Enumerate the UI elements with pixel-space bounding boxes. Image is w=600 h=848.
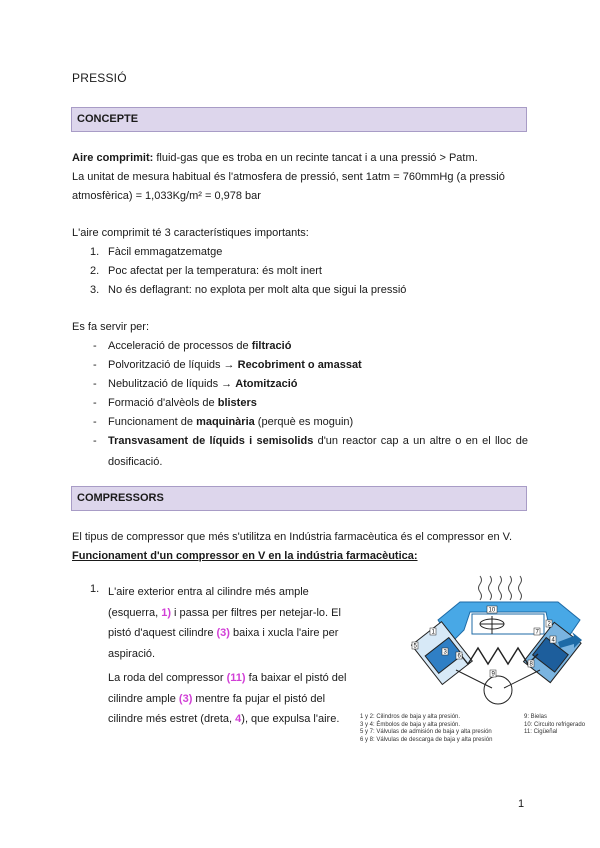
list-number: 1. — [90, 246, 100, 258]
crankshaft — [484, 676, 512, 704]
bullet-dash: - — [93, 397, 97, 409]
bullet-dash: - — [93, 435, 97, 447]
heat-waves-icon — [479, 576, 522, 600]
compressor-subtitle: Funcionament d'un compressor en V en la indústria farmacèutica: — [72, 550, 418, 562]
list-item: Poc afectat per la temperatura: és molt inert — [108, 265, 322, 277]
diagram-label: 7 — [535, 629, 539, 636]
step-number: 1. — [90, 583, 100, 595]
characteristics-intro: L'aire comprimit té 3 característiques importants: — [72, 227, 309, 239]
diagram-label: 8 — [529, 661, 533, 668]
diagram-label: 5 — [413, 643, 417, 650]
characteristics-list — [0, 245, 600, 305]
unit-line-2: atmosfèrica) = 1,033Kg/m² = 0,978 bar — [72, 190, 261, 202]
bullet-dash: - — [93, 378, 97, 390]
list-item: Funcionament de maquinària (perquè es moguin) — [108, 416, 354, 428]
diagram-label: 1 — [431, 629, 435, 636]
section-header-concepte: CONCEPTE — [71, 107, 527, 132]
bullet-dash: - — [93, 340, 97, 352]
page-number: 1 — [518, 798, 525, 810]
section-header-compressors: COMPRESSORS — [71, 486, 527, 511]
diagram-legend-right: 9: Bielas 10: Circuito refrigerado 11: Cigüeñal — [524, 714, 586, 735]
uses-list — [0, 339, 600, 474]
uses-intro: Es fa servir per: — [72, 321, 150, 333]
diagram-label: 4 — [551, 637, 555, 644]
diagram-label: 3 — [443, 649, 447, 656]
diagram-label: 10 — [488, 607, 496, 614]
list-item: Polvorització de líquids → Recobriment o amassat — [108, 359, 362, 371]
bullet-dash: - — [93, 359, 97, 371]
page-title: PRESSIÓ — [72, 71, 127, 85]
diagram-label: 9 — [491, 671, 495, 678]
list-number: 3. — [90, 284, 100, 296]
definition-text: fluid-gas que es troba en un recinte tancat i a una pressió > Patm. — [153, 152, 478, 164]
compressor-intro: El tipus de compressor que més s'utilitza en Indústria farmacèutica és el compressor en V. — [72, 531, 513, 543]
definition-term: Aire comprimit: — [72, 152, 154, 164]
diagram-legend-left: 1 y 2: Cilindros de baja y alta presión. 3 y 4: Émbolos de baja y alta presión. 5 y 7: Válvulas de admisión de baja y alta presión 6 y 8: Válvulas de descarga de baja y alta presión — [360, 714, 493, 743]
step-paragraph-2: La roda del compressor (11) fa baixar el pistó del cilindre ample (3) mentre fa pujar el pistó del cilindre més estret (dreta, 4), que expulsa l'aire. — [108, 672, 347, 725]
diagram-label: 2 — [547, 621, 551, 628]
connecting-rod — [504, 670, 540, 688]
list-item: No és deflagrant: no explota per molt alta que sigui la pressió — [108, 284, 407, 296]
list-item-continuation: dosificació. — [108, 456, 163, 468]
list-item: Acceleració de processos de filtració — [108, 340, 292, 352]
bullet-dash: - — [93, 416, 97, 428]
definition-line — [72, 151, 478, 165]
list-item: Transvasament de líquids i semisolids d'un reactor cap a un altre o en el lloc de — [108, 435, 528, 447]
step-paragraph-1: L'aire exterior entra al cilindre més ample (esquerra, 1) i passa per filtres per netejar-lo. El pistó d'aquest cilindre (3) baixa i xucla l'aire per aspiració. — [108, 586, 341, 660]
list-item: Formació d'alvèols de blisters — [108, 397, 257, 409]
unit-line-1: La unitat de mesura habitual és l'atmosfera de pressió, sent 1atm = 760mmHg (a pressió — [72, 171, 505, 183]
list-item: Fàcil emmagatzematge — [108, 246, 223, 258]
list-number: 2. — [90, 265, 100, 277]
diagram-label: 6 — [457, 653, 461, 660]
list-item: Nebulització de líquids → Atomització — [108, 378, 298, 390]
v-compressor-diagram — [360, 572, 600, 712]
connecting-rod — [456, 670, 492, 688]
